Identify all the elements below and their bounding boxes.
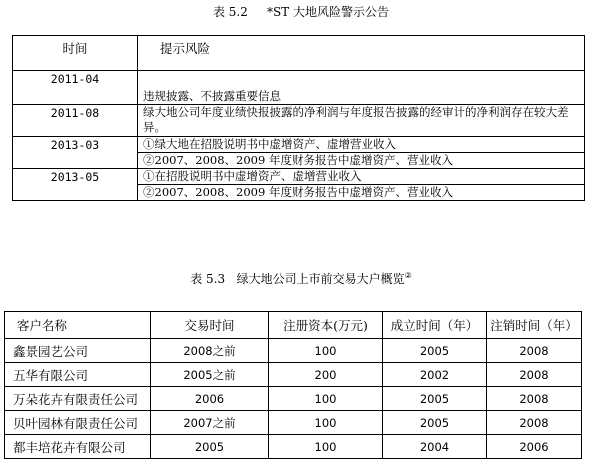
header-cancelled-year: 注销时间（年） xyxy=(487,312,582,339)
capital-cell: 200 xyxy=(269,363,383,387)
client-name-cell: 五华有限公司 xyxy=(5,363,151,387)
client-name-cell: 都丰培花卉有限公司 xyxy=(5,435,151,459)
cancelled-cell: 2006 xyxy=(487,435,582,459)
table-row xyxy=(13,105,585,137)
cancelled-cell: 2008 xyxy=(487,363,582,387)
risk-cell: ①绿大地在招股说明书中虚增资产、虚增营业收入 xyxy=(138,137,585,153)
time-cell: 2011-08 xyxy=(13,105,138,137)
trade-time-cell: 2005 xyxy=(151,435,269,459)
trade-time-cell: 2005之前 xyxy=(151,363,269,387)
risk-cell: ②2007、2008、2009 年度财务报告中虚增资产、营业收入 xyxy=(138,185,585,201)
table-row xyxy=(13,71,585,105)
risk-cell: ②2007、2008、2009 年度财务报告中虚增资产、营业收入 xyxy=(138,153,585,169)
time-cell: 2013-03 xyxy=(13,137,138,169)
client-name-cell: 贝叶园林有限责任公司 xyxy=(5,411,151,435)
table-5-2-caption: 表 5.2 *ST 大地风险警示公告 xyxy=(212,5,389,19)
risk-cell: ①在招股说明书中虚增资产、虚增营业收入 xyxy=(138,169,585,185)
trade-time-cell: 2006 xyxy=(151,387,269,411)
established-cell: 2005 xyxy=(383,339,487,363)
header-trade-time: 交易时间 xyxy=(151,312,269,339)
capital-cell: 100 xyxy=(269,435,383,459)
table-row xyxy=(5,411,582,435)
established-cell: 2005 xyxy=(383,387,487,411)
cancelled-cell: 2008 xyxy=(487,387,582,411)
table-row xyxy=(5,435,582,459)
header-registered-capital: 注册资本(万元) xyxy=(269,312,383,339)
header-client-name: 客户名称 xyxy=(5,312,151,339)
table-header-row xyxy=(13,36,585,71)
table-5-3-caption xyxy=(0,270,602,287)
trade-time-cell: 2007之前 xyxy=(151,411,269,435)
risk-cell: 绿大地公司年度业绩快报披露的净利润与年度报告披露的经审计的净利润存在较大差异。 xyxy=(138,105,585,137)
established-cell: 2005 xyxy=(383,411,487,435)
cancelled-cell: 2008 xyxy=(487,339,582,363)
client-name-cell: 鑫景园艺公司 xyxy=(5,339,151,363)
capital-cell: 100 xyxy=(269,339,383,363)
caption-footnote-mark: ② xyxy=(404,271,412,280)
caption-text: 表 5.3 绿大地公司上市前交易大户概览 xyxy=(190,272,405,286)
header-time: 时间 xyxy=(13,36,138,71)
risk-warning-table xyxy=(12,35,585,201)
table-row xyxy=(13,137,585,153)
capital-cell: 100 xyxy=(269,387,383,411)
table-row xyxy=(5,363,582,387)
established-cell: 2004 xyxy=(383,435,487,459)
risk-cell: 违规披露、不披露重要信息 xyxy=(138,71,585,105)
capital-cell: 100 xyxy=(269,411,383,435)
major-clients-table xyxy=(4,311,582,459)
time-cell: 2013-05 xyxy=(13,169,138,201)
table-row xyxy=(5,387,582,411)
table-header-row xyxy=(5,312,582,339)
header-risk: 提示风险 xyxy=(138,36,585,71)
time-cell: 2011-04 xyxy=(13,71,138,105)
table-row xyxy=(5,339,582,363)
header-established-year: 成立时间（年） xyxy=(383,312,487,339)
established-cell: 2002 xyxy=(383,363,487,387)
client-name-cell: 万朵花卉有限责任公司 xyxy=(5,387,151,411)
trade-time-cell: 2008之前 xyxy=(151,339,269,363)
table-row xyxy=(13,169,585,185)
cancelled-cell: 2008 xyxy=(487,411,582,435)
